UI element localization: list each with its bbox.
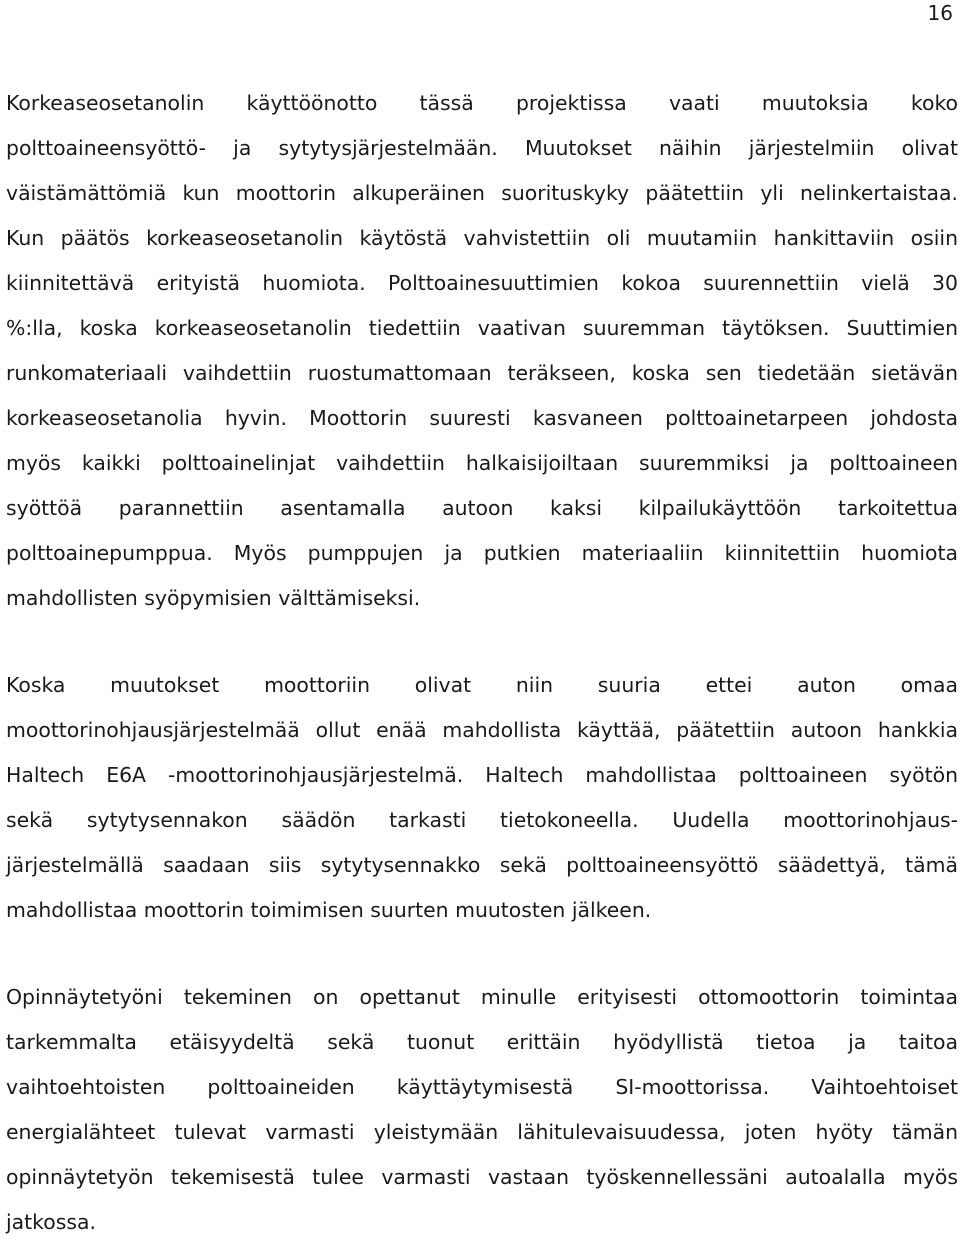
paragraph-3 <box>6 975 958 1245</box>
text-line: sekä sytytysennakon säädön tarkasti tietokoneella. Uudella moottorinohjaus- <box>6 808 958 832</box>
text-line: %:lla, koska korkeaseosetanolin tiedettiin vaativan suuremman täytöksen. Suuttimien <box>6 316 958 340</box>
text-line: polttoaineensyöttö- ja sytytysjärjestelmään. Muutokset näihin järjestelmiin olivat <box>6 136 958 160</box>
text-line: korkeaseosetanolia hyvin. Moottorin suuresti kasvaneen polttoainetarpeen johdosta <box>6 406 958 430</box>
text-line: Opinnäytetyöni tekeminen on opettanut minulle erityisesti ottomoottorin toimintaa <box>6 985 958 1009</box>
text-line: polttoainepumppua. Myös pumppujen ja putkien materiaaliin kiinnitettiin huomiota <box>6 541 958 565</box>
text-line: kiinnitettävä erityistä huomiota. Polttoainesuuttimien kokoa suurennettiin vielä 30 <box>6 271 958 295</box>
text-line: Kun päätös korkeaseosetanolin käytöstä vahvistettiin oli muutamiin hankittaviin osiin <box>6 226 958 250</box>
text-line: energialähteet tulevat varmasti yleistymään lähitulevaisuudessa, joten hyöty tämän <box>6 1120 958 1144</box>
text-line: Korkeaseosetanolin käyttöönotto tässä projektissa vaati muutoksia koko <box>6 91 958 115</box>
text-line: järjestelmällä saadaan siis sytytysennakko sekä polttoaineensyöttö säädettyä, tämä <box>6 853 958 877</box>
text-line: opinnäytetyön tekemisestä tulee varmasti vastaan työskennellessäni autoalalla myös <box>6 1165 958 1189</box>
paragraph-2 <box>6 663 958 933</box>
text-line: syöttöä parannettiin asentamalla autoon kaksi kilpailukäyttöön tarkoitettua <box>6 496 958 520</box>
text-line: moottorinohjausjärjestelmää ollut enää mahdollista käyttää, päätettiin autoon hankkia <box>6 718 958 742</box>
text-line: vaihtoehtoisten polttoaineiden käyttäytymisestä SI-moottorissa. Vaihtoehtoiset <box>6 1075 958 1099</box>
page-number: 16 <box>927 1 953 25</box>
text-line: väistämättömiä kun moottorin alkuperäinen suorituskyky päätettiin yli nelinkertaistaa. <box>6 181 958 205</box>
text-line: runkomateriaali vaihdettiin ruostumattomaan teräkseen, koska sen tiedetään sietävän <box>6 361 958 385</box>
text-line: myös kaikki polttoainelinjat vaihdettiin halkaisijoiltaan suuremmiksi ja polttoaineen <box>6 451 958 475</box>
text-line: mahdollisten syöpymisien välttämiseksi. <box>6 586 421 610</box>
text-line: Koska muutokset moottoriin olivat niin suuria ettei auton omaa <box>6 673 958 697</box>
text-line: tarkemmalta etäisyydeltä sekä tuonut erittäin hyödyllistä tietoa ja taitoa <box>6 1030 958 1054</box>
text-line: mahdollistaa moottorin toimimisen suurten muutosten jälkeen. <box>6 898 652 922</box>
text-line: jatkossa. <box>6 1210 96 1234</box>
paragraph-1 <box>6 81 958 621</box>
text-line: Haltech E6A -moottorinohjausjärjestelmä. Haltech mahdollistaa polttoaineen syötön <box>6 763 958 787</box>
